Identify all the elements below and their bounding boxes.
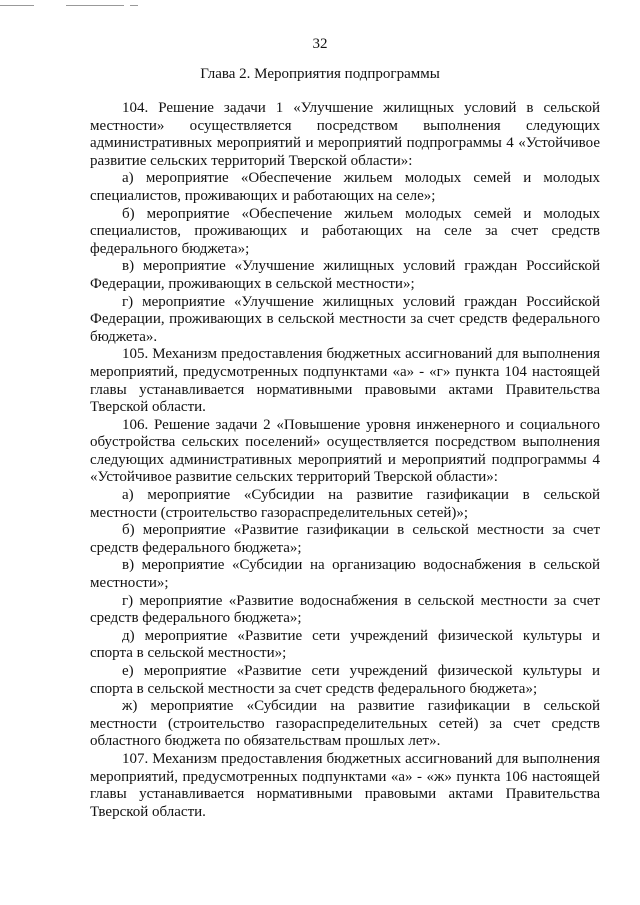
- paragraph: г) мероприятие «Улучшение жилищных условий граждан Российской Федерации, проживающих в сельской местности за счет средств федерального бюджета».: [90, 293, 600, 345]
- scan-edge-line: [0, 5, 34, 6]
- paragraph: 104. Решение задачи 1 «Улучшение жилищных условий в сельской местности» осуществляется посредством выполнения следующих административных мероприятий и мероприятий подпрограммы 4 «Устойчивое развитие сельских территорий Тверской области»:: [90, 100, 600, 169]
- paragraph: г) мероприятие «Развитие водоснабжения в сельской местности за счет средств федерального бюджета»;: [90, 592, 600, 627]
- paragraph: д) мероприятие «Развитие сети учреждений физической культуры и спорта в сельской местности»;: [90, 627, 600, 662]
- chapter-title: Глава 2. Мероприятия подпрограммы: [200, 66, 440, 82]
- paragraph: а) мероприятие «Обеспечение жильем молодых семей и молодых специалистов, проживающих и работающих на селе»;: [90, 170, 600, 204]
- scan-edge-line: [130, 5, 138, 6]
- paragraph: 106. Решение задачи 2 «Повышение уровня инженерного и социального обустройства сельских поселений» осуществляется посредством выполнения следующих административных мероприятий и мероприятий подпрограммы 4 «Устойчивое развитие сельских территорий Тверской области»:: [90, 416, 600, 486]
- paragraph: ж) мероприятие «Субсидии на развитие газификации в сельской местности (строительство газораспределительных сетей) за счет средств областного бюджета по обязательствам прошлых лет».: [90, 698, 600, 750]
- paragraph: а) мероприятие «Субсидии на развитие газификации в сельской местности (строительство газораспределительных сетей)»;: [90, 487, 600, 521]
- scan-edge-line: [66, 5, 124, 6]
- paragraph: в) мероприятие «Субсидии на организацию водоснабжения в сельской местности»;: [90, 557, 600, 592]
- paragraph: 107. Механизм предоставления бюджетных ассигнований для выполнения мероприятий, предусмотренных подпунктами «а» - «ж» пункта 106 настоящей главы устанавливается нормативными правовыми актами Правительства Тверской области.: [90, 750, 600, 820]
- page-number: 32: [312, 36, 328, 52]
- paragraph: в) мероприятие «Улучшение жилищных условий граждан Российской Федерации, проживающих в сельской местности»;: [90, 258, 600, 292]
- paragraph: б) мероприятие «Обеспечение жильем молодых семей и молодых специалистов, проживающих и работающих на селе за счет средств федерального бюджета»;: [90, 205, 600, 257]
- paragraph: 105. Механизм предоставления бюджетных ассигнований для выполнения мероприятий, предусмотренных подпунктами «а» - «г» пункта 104 настоящей главы устанавливается нормативными правовыми актами Правительства Тверской области.: [90, 346, 600, 416]
- document-body: [90, 100, 600, 821]
- paragraph: е) мероприятие «Развитие сети учреждений физической культуры и спорта в сельской местности за счет средств федерального бюджета»;: [90, 663, 600, 697]
- paragraph: б) мероприятие «Развитие газификации в сельской местности за счет средств федерального бюджета»;: [90, 522, 600, 556]
